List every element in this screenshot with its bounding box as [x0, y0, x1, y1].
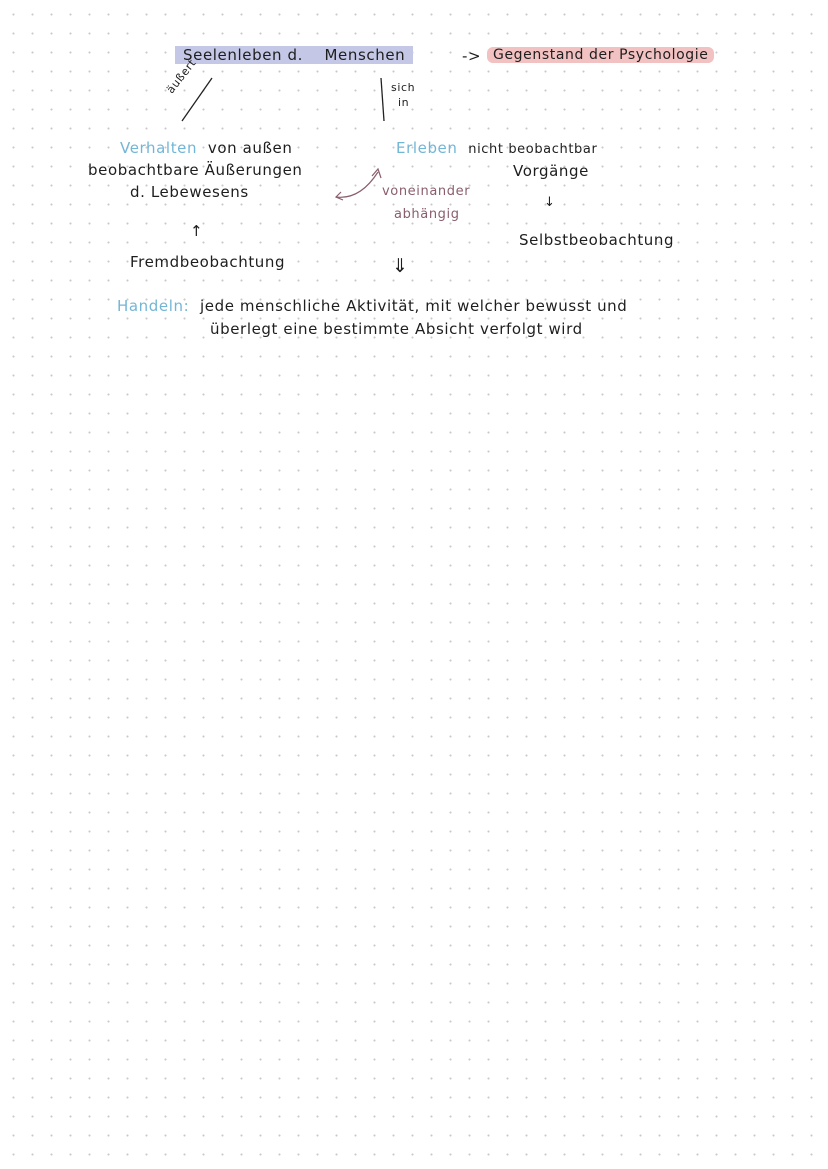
left-branch-line	[182, 78, 212, 121]
relation-line1: voneinander	[382, 184, 471, 199]
relation-line2: abhängig	[394, 207, 460, 222]
verhalten-method: Fremdbeobachtung	[130, 253, 286, 271]
branch-right-label-2: in	[398, 96, 410, 109]
title-arrow: ->	[462, 47, 482, 65]
relation-arrowtail	[336, 192, 343, 200]
handeln-line2: überlegt eine bestimmte Absicht verfolgt wird	[210, 320, 583, 338]
branch-left-label: äußert	[164, 56, 199, 97]
implies-arrow: ⇓	[392, 255, 409, 277]
erleben-heading: Erleben nicht beobachtbar	[396, 139, 598, 157]
verhalten-line2: beobachtbare Äußerungen	[88, 161, 303, 179]
verhalten-heading: Verhalten von außen	[120, 139, 293, 157]
erleben-arrow: ↓	[544, 195, 556, 210]
title-subject: Seelenleben d. Menschen	[175, 46, 413, 64]
verhalten-arrow: ↑	[190, 222, 204, 240]
branch-right-label-1: sich	[391, 81, 416, 94]
title-object: Gegenstand der Psychologie	[487, 47, 714, 63]
relation-curve	[336, 172, 378, 197]
erleben-method: Selbstbeobachtung	[519, 231, 675, 249]
verhalten-line3: d. Lebewesens	[130, 183, 249, 201]
right-branch-line	[381, 78, 384, 121]
erleben-line2: Vorgänge	[513, 162, 589, 180]
handeln-definition: Handeln: jede menschliche Aktivität, mit welcher bewusst und	[117, 297, 628, 315]
